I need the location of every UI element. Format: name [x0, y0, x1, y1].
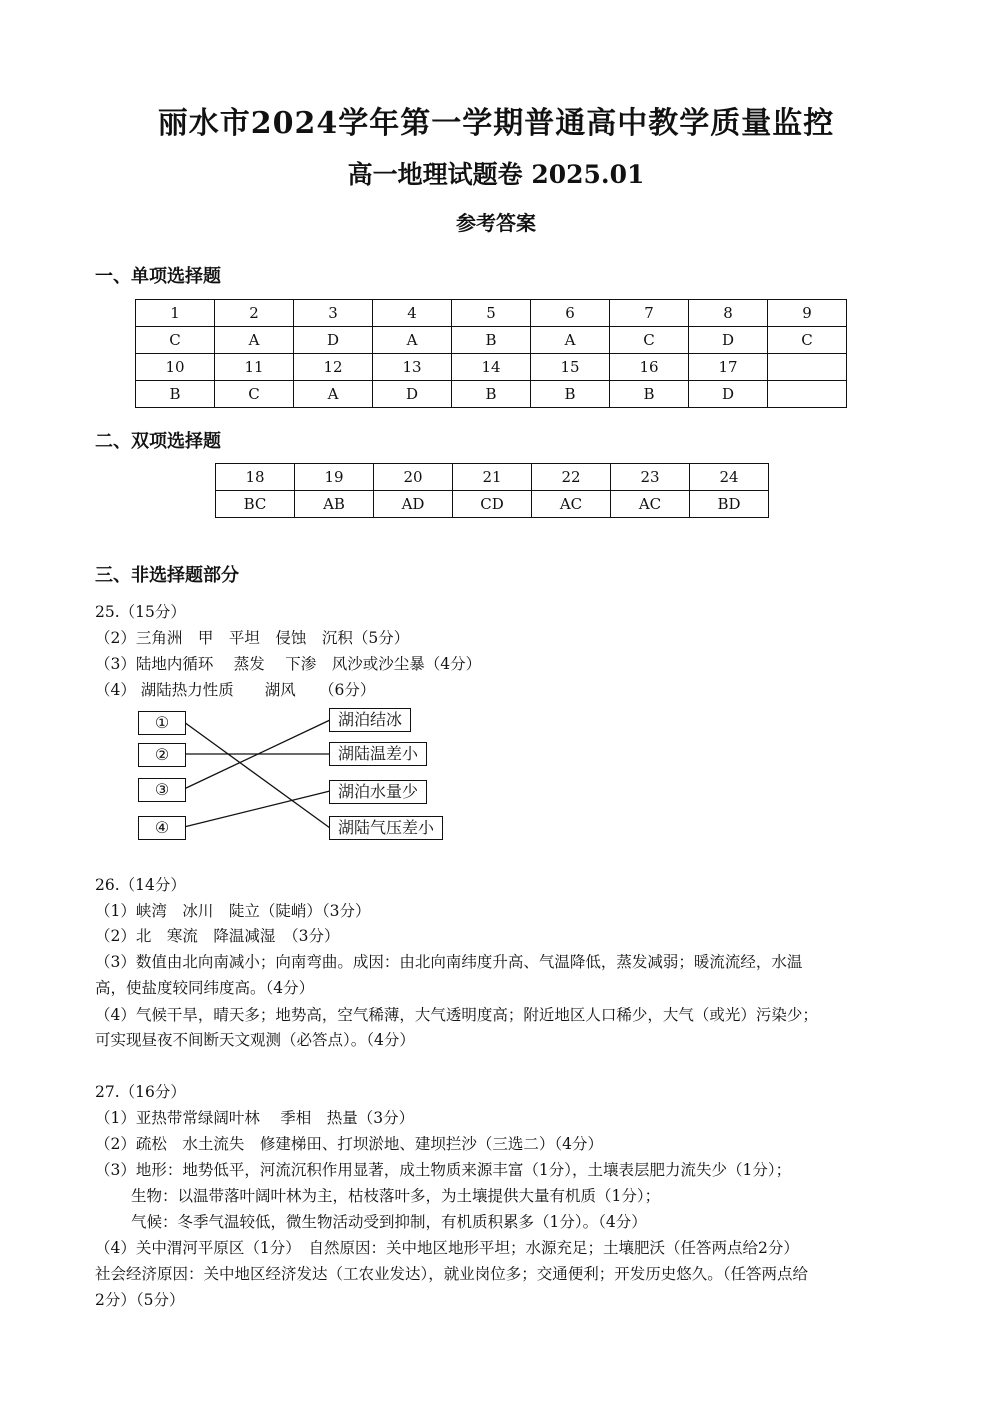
table-cell: AD	[374, 491, 453, 518]
table-cell: AB	[295, 491, 374, 518]
q27-line: （1）亚热带常绿阔叶林 季相 热量（3分）	[95, 1109, 415, 1127]
answers-label: 参考答案	[456, 211, 536, 235]
table-cell: B	[452, 381, 531, 408]
table-row	[136, 300, 847, 327]
table-cell: 2	[215, 300, 294, 327]
table-cell: D	[689, 327, 768, 354]
table-cell: AC	[611, 491, 690, 518]
table-cell: C	[768, 327, 847, 354]
table-cell: A	[215, 327, 294, 354]
section2-heading: 二、双项选择题	[95, 431, 221, 452]
match-left-4: ④	[138, 816, 186, 840]
match-line-1-4	[184, 722, 330, 828]
table-cell: 9	[768, 300, 847, 327]
table-cell: 10	[136, 354, 215, 381]
table-cell	[768, 354, 847, 381]
table-cell: 24	[690, 464, 769, 491]
q27-title: 27.（16分）	[95, 1083, 186, 1101]
table-cell: D	[689, 381, 768, 408]
table-cell: B	[531, 381, 610, 408]
table-cell: AC	[532, 491, 611, 518]
table-cell: B	[136, 381, 215, 408]
match-right-3: 湖泊水量少	[329, 780, 427, 804]
match-left-1: ①	[138, 711, 186, 735]
table-cell: A	[294, 381, 373, 408]
q27-line: （2）疏松 水土流失 修建梯田、打坝淤地、建坝拦沙（三选二）（4分）	[95, 1135, 603, 1153]
table-cell: BD	[690, 491, 769, 518]
table-cell: A	[531, 327, 610, 354]
table-cell: C	[215, 381, 294, 408]
table-cell: D	[294, 327, 373, 354]
table-cell: 15	[531, 354, 610, 381]
q27-line: （4）关中渭河平原区（1分） 自然原因：关中地区地形平坦；水源充足；土壤肥沃（任答两点给2分）	[95, 1239, 799, 1257]
q26-line: （1）峡湾 冰川 陡立（陡峭）（3分）	[95, 902, 371, 920]
q25-line: （4） 湖陆热力性质 湖风 （6分）	[95, 681, 376, 699]
table-cell: 16	[610, 354, 689, 381]
q26-line: （3）数值由北向南减小；向南弯曲。成因：由北向南纬度升高、气温降低，蒸发减弱；暖流流经，水温	[95, 953, 803, 971]
table-cell	[768, 381, 847, 408]
q27-line: 2分）（5分）	[95, 1291, 185, 1309]
q26-line: （4）气候干旱，晴天多；地势高，空气稀薄，大气透明度高；附近地区人口稀少，大气（或光）污染少；	[95, 1006, 818, 1024]
table-row	[216, 491, 769, 518]
table-cell: CD	[453, 491, 532, 518]
q25-line: （2）三角洲 甲 平坦 侵蚀 沉积（5分）	[95, 629, 410, 647]
match-line-4-3	[184, 791, 330, 827]
q25-line: （3）陆地内循环 蒸发 下渗 风沙或沙尘暴（4分）	[95, 655, 482, 673]
table-cell: 5	[452, 300, 531, 327]
table-cell: A	[373, 327, 452, 354]
q26-line: 高，使盐度较同纬度高。（4分）	[95, 979, 315, 997]
table-cell: 13	[373, 354, 452, 381]
match-left-2: ②	[138, 743, 186, 767]
table-cell: 1	[136, 300, 215, 327]
table-cell: 19	[295, 464, 374, 491]
q26-title: 26.（14分）	[95, 876, 186, 894]
table-cell: 14	[452, 354, 531, 381]
q27-line: 生物：以温带落叶阔叶林为主，枯枝落叶多，为土壤提供大量有机质（1分）；	[131, 1187, 661, 1205]
table-cell: 21	[453, 464, 532, 491]
match-left-3: ③	[138, 778, 186, 802]
section3-heading: 三、非选择题部分	[95, 565, 239, 586]
match-right-4: 湖陆气压差小	[329, 816, 443, 840]
table-cell: C	[610, 327, 689, 354]
q25-title: 25.（15分）	[95, 603, 186, 621]
table-cell: 22	[532, 464, 611, 491]
document-subtitle: 高一地理试题卷 2025.01	[347, 160, 645, 189]
table-cell: 23	[611, 464, 690, 491]
table-cell: 17	[689, 354, 768, 381]
table-cell: B	[610, 381, 689, 408]
table-row	[216, 464, 769, 491]
q26-line: （2）北 寒流 降温减湿 （3分）	[95, 927, 340, 945]
q26-line: 可实现昼夜不间断天文观测（必答点）。（4分）	[95, 1031, 415, 1049]
table-cell: C	[136, 327, 215, 354]
q27-line: 气候：冬季气温较低，微生物活动受到抑制，有机质积累多（1分）。（4分）	[131, 1213, 647, 1231]
table-cell: 18	[216, 464, 295, 491]
table-cell: 4	[373, 300, 452, 327]
single-choice-table	[135, 299, 847, 408]
q27-line: （3）地形：地势低平，河流沉积作用显著，成土物质来源丰富（1分），土壤表层肥力流失少（1分）；	[95, 1161, 792, 1179]
table-row	[136, 327, 847, 354]
table-cell: 20	[374, 464, 453, 491]
match-right-1: 湖泊结冰	[329, 708, 411, 732]
q27-line: 社会经济原因：关中地区经济发达（工农业发达），就业岗位多；交通便利；开发历史悠久。（任答两点给	[95, 1265, 809, 1283]
table-cell: 7	[610, 300, 689, 327]
table-cell: B	[452, 327, 531, 354]
document-title: 丽水市2024学年第一学期普通高中教学质量监控	[157, 106, 835, 141]
section1-heading: 一、单项选择题	[95, 266, 221, 287]
table-cell: D	[373, 381, 452, 408]
double-choice-table	[215, 463, 769, 518]
table-cell: 8	[689, 300, 768, 327]
table-row	[136, 354, 847, 381]
table-cell: BC	[216, 491, 295, 518]
table-cell: 11	[215, 354, 294, 381]
table-cell: 3	[294, 300, 373, 327]
table-cell: 12	[294, 354, 373, 381]
table-row	[136, 381, 847, 408]
table-cell: 6	[531, 300, 610, 327]
match-right-2: 湖陆温差小	[329, 742, 427, 766]
